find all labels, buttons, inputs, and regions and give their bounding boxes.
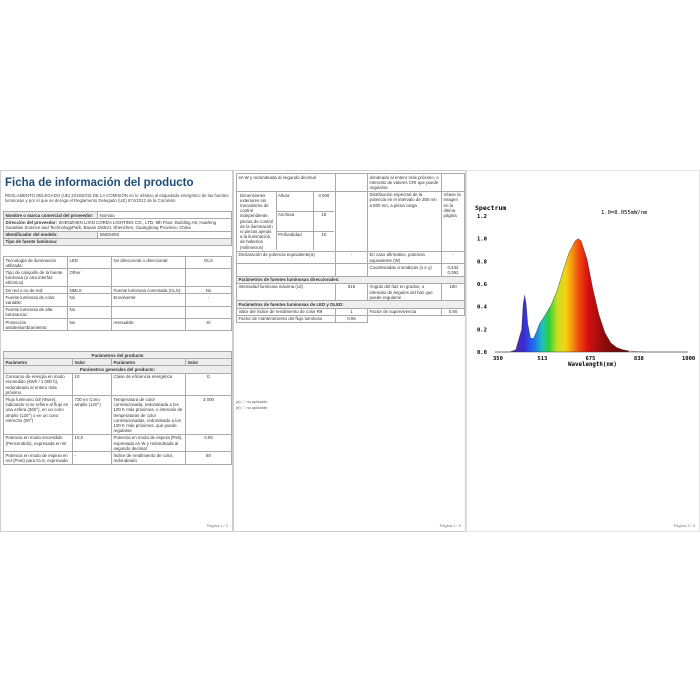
source-type-cell: Tecnología de iluminación utilizada:: [4, 257, 68, 269]
general-params-table: [3, 351, 232, 465]
general-cell: Clase de eficiencia energética: [112, 373, 186, 396]
footnote-1: (a) '-': no aplicable;: [236, 400, 268, 404]
maint-value: 0,96: [336, 315, 368, 322]
surv-value: 0,90: [442, 308, 465, 315]
chart-title: Spectrum: [475, 204, 507, 212]
y-tick-label: 0.4: [477, 304, 487, 311]
x-tick-label: 513: [537, 356, 548, 362]
dimensions-cell: [237, 191, 336, 251]
source-type-cell: Tipo de casquillo de la fuente luminosa (u otra interfaz eléctrica): [4, 269, 68, 287]
supplier-value: Nomiou: [98, 212, 232, 219]
source-type-cell: Protección antideslumbramiento:: [4, 319, 68, 331]
source-type-cell: DLS: [186, 257, 232, 269]
source-type-cell: No: [68, 306, 112, 318]
y-tick-label: 0.8: [477, 259, 487, 266]
dim-width-label: Anchura: [276, 211, 314, 231]
r9-value: 1: [336, 308, 368, 315]
general-cell: Temperatura de color correlacionada, redondeada a los 100 K más próximos, o intervalo de temperaturas de color correlacionadas, redondeado a los 100 K más próximos, que puede regularse: [112, 396, 186, 434]
general-cell: -: [73, 452, 112, 464]
supplier-label: Nombre o marca comercial del proveedor:: [4, 212, 98, 219]
source-type-row: [4, 257, 232, 269]
source-type-cell: De red o no de red:: [4, 287, 68, 294]
source-type-cell: Atenuable:: [112, 319, 186, 331]
source-type-row: [4, 269, 232, 287]
y-tick-label: 0.6: [477, 282, 487, 288]
spectrum-chart: [473, 202, 698, 370]
general-cell: 10: [73, 373, 112, 396]
coord-x: 0,432: [447, 264, 459, 270]
cont-mid: [336, 174, 368, 192]
y-tick-label: 1.0: [477, 236, 487, 243]
x-tick-label: 1000: [682, 356, 696, 362]
model-label: Identificador del modelo:: [4, 231, 98, 238]
intensity-value: 816: [336, 283, 368, 301]
model-value: SMD5050: [98, 231, 232, 238]
surv-label: Factor de supervivencia: [368, 308, 442, 315]
dim-height-value: 3 000: [314, 192, 334, 211]
general-row: [4, 452, 232, 464]
source-type-row: [4, 294, 232, 306]
source-type-cell: No: [68, 319, 112, 331]
intensity-label: Intensidad luminosa máxima (cd): [237, 283, 336, 301]
address-cell: [4, 219, 232, 231]
footnotes: [236, 399, 268, 411]
source-type-table: [3, 256, 232, 331]
coord-spacer-1: [237, 264, 336, 276]
equiv-label: Declaración de potencia equivalente(a): [237, 251, 336, 263]
x-tick-label: 838: [633, 356, 644, 362]
product-params-header: Parámetros del producto: [4, 352, 232, 359]
source-type-cell: Fuente luminosa de color variable:: [4, 294, 68, 306]
dim-depth-value: 10: [314, 231, 334, 250]
cont-left: en W y redondeada al segundo decimal: [237, 174, 336, 192]
col-value-1: Valor: [73, 359, 112, 366]
source-type-cell: Fuente luminosa conectada (CLS):: [112, 287, 186, 294]
general-cell: G: [186, 373, 232, 396]
source-type-cell: [112, 269, 186, 287]
col-param-2: Parámetro: [112, 359, 186, 366]
address-label: Dirección del proveedor:: [5, 219, 58, 225]
general-cell: Consumo de energía en modo encendido (kWh / 1 000 h), redondeado al entero más próximo: [4, 373, 73, 396]
cont-end: [442, 174, 465, 192]
dim-width-value: 15: [314, 211, 334, 231]
spectral-value: Véase la imagen en la última página: [442, 191, 465, 251]
general-cell: 80: [186, 452, 232, 464]
equiv-value: -: [336, 251, 368, 263]
general-row: [4, 434, 232, 452]
x-tick-label: 675: [585, 356, 596, 362]
r9-label: Valor del índice de rendimiento de color R9: [237, 308, 336, 315]
general-cell: 730 en Cono amplio (120°): [73, 396, 112, 434]
supplier-table: [3, 211, 232, 246]
chart-subtitle: 1.0=8.055mW/nm: [601, 210, 648, 216]
source-type-header: Tipo de fuente luminosa:: [4, 238, 232, 245]
source-type-cell: Sí: [186, 319, 232, 331]
dimensions-label: Dimensiones exteriores sin mecanismo de control independiente, piezas de control de la iluminación ni piezas ajenas a la iluminación, de haberlos (milímetros): [240, 192, 274, 250]
page-number: Página 2 / 3: [439, 523, 461, 528]
general-cell: 3 000: [186, 396, 232, 434]
cont-right: dondeado al entero más próximo, o intervalo de valores CRI que puede regularse: [368, 174, 442, 192]
equiv-text: En caso afirmativo, potencia equivalente (W): [368, 251, 442, 263]
general-cell: Flujo luminoso útil (Φuse), indicando si se refiere al flujo en una esfera (360°), en un cono amplio (120°) o en un cono estrecho (90°): [4, 396, 73, 434]
regulation-text: REGLAMENTO DELEGADO (UE) 2019/2015 DE LA COMISIÓN en lo relativo al etiquetado energético de las fuentes luminosas y por el que se deroga el Reglamento Delegado (UE) 874/2012 de la Comisión: [5, 193, 229, 204]
page-title: Ficha de información del producto: [5, 177, 194, 189]
footnote-2: (b) '-': no aplicable;: [236, 406, 268, 410]
maint-spacer-1: [368, 315, 442, 322]
source-type-cell: NMLS: [68, 287, 112, 294]
source-type-cell: [186, 306, 232, 318]
source-type-cell: -: [186, 294, 232, 306]
col-param-1: Parámetro: [4, 359, 73, 366]
spectrum-area: [510, 216, 629, 352]
spectrum-svg: [473, 202, 698, 370]
source-type-cell: Other: [68, 269, 112, 287]
spectral-label: Distribución espectral de la potencia en el intervalo de 250 nm a 800 nm, a plena carga: [368, 191, 442, 251]
general-cell: 10,0: [73, 434, 112, 452]
y-tick-label: 0.0: [477, 350, 487, 356]
coord-y: 0,392: [447, 269, 459, 275]
dim-spacer: [336, 191, 368, 251]
directional-header: Parámetros de fuentes luminosas direccionales:: [237, 276, 465, 283]
dim-height-label: Altura: [276, 192, 314, 211]
source-type-cell: No: [68, 294, 112, 306]
y-tick-label: 0.2: [477, 327, 487, 334]
coord-spacer-2: [336, 264, 368, 276]
led-header: Parámetros de fuentes luminosas de LED y OLED:: [237, 301, 465, 308]
general-cell: Potencia en modo de espera en red (Pnet) para CLS, expresada: [4, 452, 73, 464]
beam-value: 180: [442, 283, 465, 301]
general-cell: Potencia en modo de espera (Psb), expresada en W y redondeada al segundo decimal: [112, 434, 186, 452]
general-header: Parámetros generales del producto:: [4, 366, 232, 373]
x-tick-label: 350: [493, 356, 503, 362]
coord-values: [442, 264, 465, 276]
coord-label: Coordenadas cromáticas (x e y): [368, 264, 442, 276]
page-number: Página 1 / 3: [206, 523, 228, 528]
equiv-text-value: -: [442, 251, 465, 263]
y-tick-label: 1.2: [477, 214, 487, 220]
x-axis-label: Wavelength(nm): [568, 362, 617, 368]
source-type-cell: No direccional o direccional:: [112, 257, 186, 269]
source-type-cell: LED: [68, 257, 112, 269]
address-value: SHENZHEN LIXIN CORDA LIGHTING CO., LTD, 9th Floor, Building A8, Huafeng Guantian Science and TechnologyPark, Baoan District, Shenzhen, Guangdong Province, China: [5, 219, 217, 230]
source-type-cell: Envolvente:: [112, 294, 186, 306]
general-cell: Potencia en modo encendido (Pencendido), expresada en W: [4, 434, 73, 452]
source-type-cell: [186, 269, 232, 287]
dim-depth-label: Profundidad: [276, 231, 314, 250]
general-row: [4, 373, 232, 396]
source-type-cell: No: [186, 287, 232, 294]
source-type-cell: Fuente luminosa de alta luminancia:: [4, 306, 68, 318]
continuation-table: [236, 173, 465, 323]
page-1: [0, 170, 233, 532]
col-value-2: Valor: [186, 359, 232, 366]
dimensions-inner: [239, 192, 334, 250]
page-number: Página 3 / 3: [673, 523, 695, 528]
maint-spacer-2: [442, 315, 465, 322]
source-type-row: [4, 319, 232, 331]
source-type-cell: [112, 306, 186, 318]
source-type-row: [4, 306, 232, 318]
general-cell: 0,00: [186, 434, 232, 452]
maint-label: Factor de mantenimiento del flujo luminoso: [237, 315, 336, 322]
general-row: [4, 396, 232, 434]
page-2: [233, 170, 466, 532]
beam-label: Ángulo del haz en grados, o intervalo de ángulos del haz que puede regularse: [368, 283, 442, 301]
general-cell: Índice de rendimiento de color, redondeado: [112, 452, 186, 464]
source-type-row: [4, 287, 232, 294]
